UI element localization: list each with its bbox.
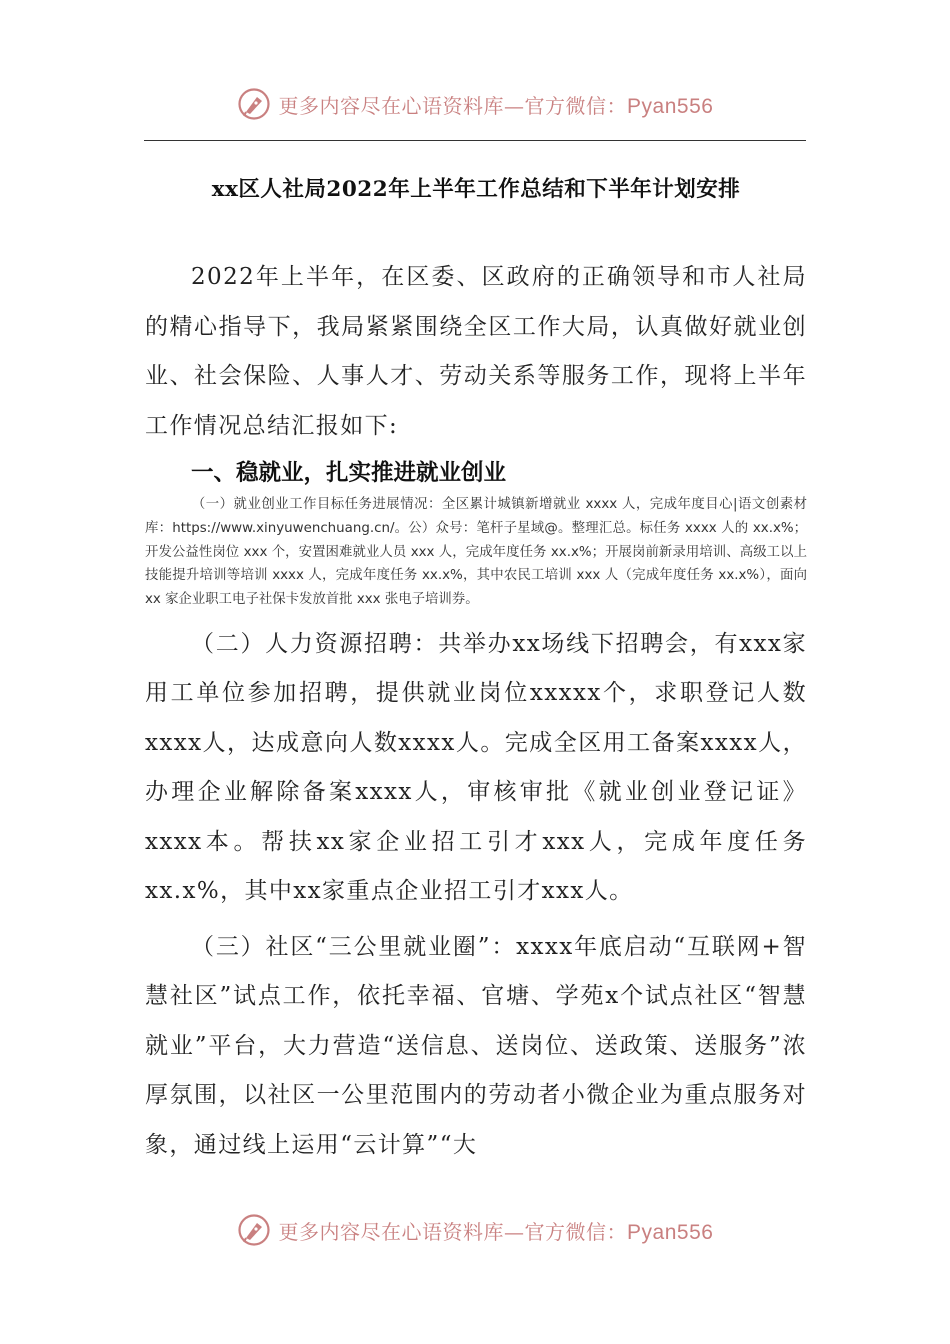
watermark-text: [279, 1216, 714, 1245]
watermark-text: [279, 90, 714, 119]
section-heading-employment: 一、稳就业，扎实推进就业创业: [191, 460, 507, 486]
watermark-main-text: 更多内容尽在心语资料库—官方微信：: [278, 1219, 628, 1244]
item-employment-targets: （一）就业创业工作目标任务进展情况：全区累计城镇新增就业 xxxx 人，完成年度目心|语文创素材库：https://www.xinyuwenchuang.cn/。公）众号：笔杆子星域@。整理汇总。标任务 xxxx 人的 xx.x%；开发公益性岗位 xxx 个，安置困难就业人员 xxx 人，完成年度任务 xx.x%；开展岗前新录用培训、高级工以上技能提升培训等培训 xxxx 人，完成年度任务 xx.x%，其中农民工培训 xxx 人（完成年度任务 xx.x%），面向 xx 家企业职工电子社保卡发放首批 xxx 张电子培训券。: [145, 497, 807, 608]
watermark-banner-bottom: [0, 1210, 950, 1250]
pen-nib-icon: [237, 87, 271, 121]
pen-nib-icon: [237, 1213, 271, 1247]
document-body: [145, 172, 807, 1170]
watermark-wechat-id: Pyan556: [627, 94, 714, 118]
item-community-employment: （三）社区“三公里就业圈”：xxxx年底启动“互联网+智慧社区”试点工作，依托幸福、官塘、学苑x个试点社区“智慧就业”平台，大力营造“送信息、送岗位、送政策、送服务”浓厚氛围，以社区一公里范围内的劳动者小微企业为重点服务对象，通过线上运用“云计算”“大: [145, 933, 807, 1158]
item-recruitment: （二）人力资源招聘：共举办xx场线下招聘会，有xxx家用工单位参加招聘，提供就业岗位xxxxx个，求职登记人数xxxx人，达成意向人数xxxx人。完成全区用工备案xxxx人，办理企业解除备案xxxx人，审核审批《就业创业登记证》xxxx本。帮扶xx家企业招工引才xxx人，完成年度任务xx.x%，其中xx家重点企业招工引才xxx人。: [145, 630, 807, 905]
watermark-wechat-id: Pyan556: [627, 1220, 714, 1244]
watermark-main-text: 更多内容尽在心语资料库—官方微信：: [278, 93, 628, 118]
watermark-banner-top: [0, 84, 950, 124]
header-divider: [144, 140, 806, 141]
document-title: xx区人社局2022年上半年工作总结和下半年计划安排: [211, 177, 741, 202]
intro-paragraph: 2022年上半年，在区委、区政府的正确领导和市人社局的精心指导下，我局紧紧围绕全区工作大局，认真做好就业创业、社会保险、人事人才、劳动关系等服务工作，现将上半年工作情况总结汇报如下:: [145, 264, 807, 439]
